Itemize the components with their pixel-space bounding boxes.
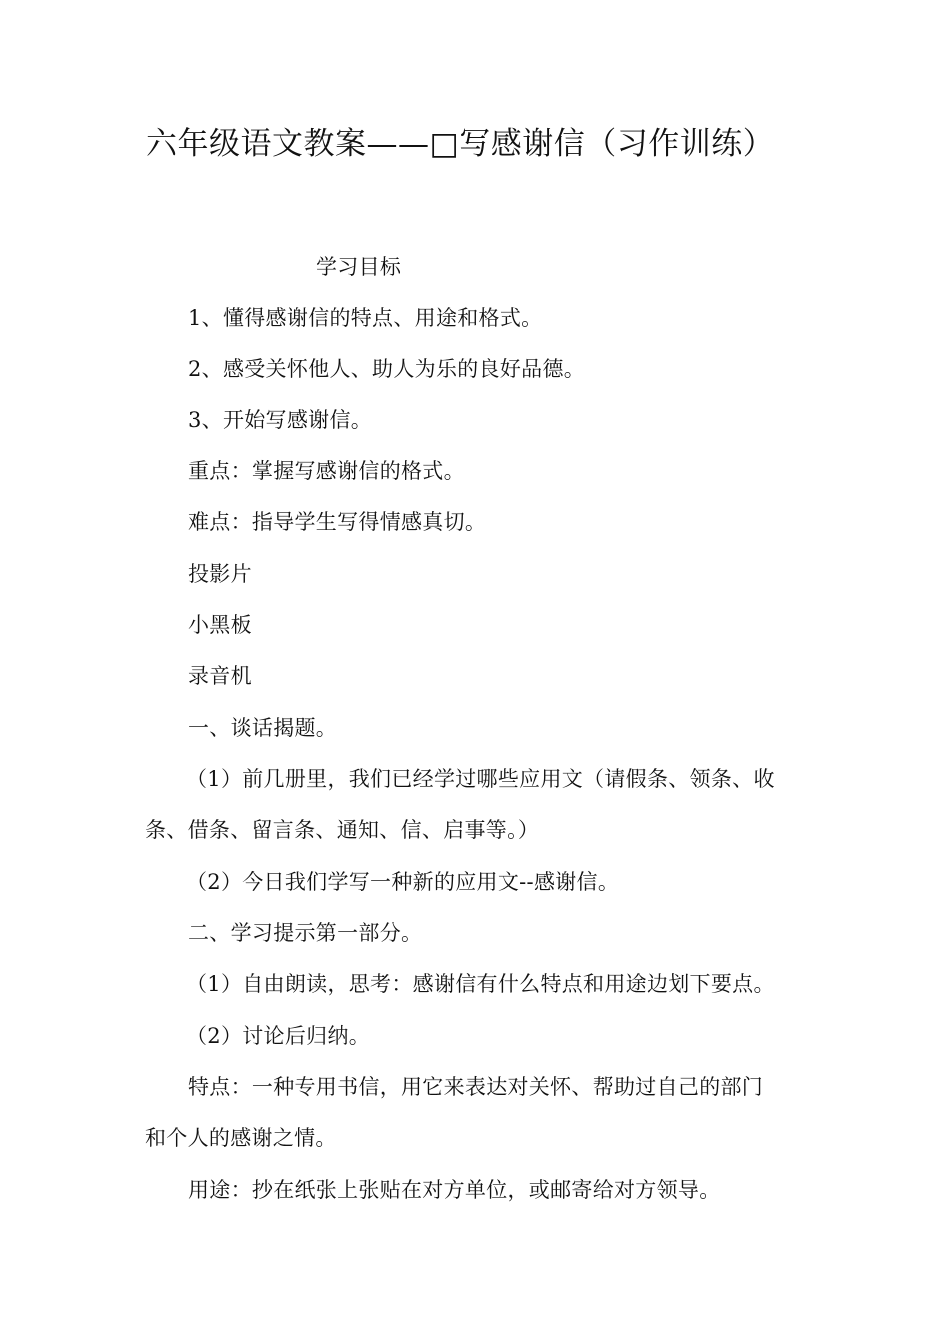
paragraph-line: （2）今日我们学写一种新的应用文--感谢信。 bbox=[186, 870, 620, 894]
material-line: 录音机 bbox=[188, 664, 252, 688]
material-line: 投影片 bbox=[188, 562, 252, 586]
paragraph-line: （1）自由朗读，思考：感谢信有什么特点和用途边划下要点。 bbox=[186, 972, 775, 996]
paragraph-line: （2）讨论后归纳。 bbox=[186, 1024, 371, 1048]
section-heading: 学习目标 bbox=[316, 255, 402, 279]
key-point-line: 重点：掌握写感谢信的格式。 bbox=[188, 459, 465, 483]
paragraph-line: （1）前几册里，我们已经学过哪些应用文（请假条、领条、收 bbox=[186, 767, 775, 791]
step-heading: 一、谈话揭题。 bbox=[188, 716, 338, 740]
document-title: 六年级语文教案——□写感谢信（习作训练） bbox=[146, 126, 775, 162]
paragraph-line: 特点：一种专用书信，用它来表达对关怀、帮助过自己的部门 bbox=[188, 1075, 764, 1099]
paragraph-line: 用途：抄在纸张上张贴在对方单位，或邮寄给对方领导。 bbox=[188, 1178, 721, 1202]
objective-line: 2、感受关怀他人、助人为乐的良好品德。 bbox=[188, 357, 586, 381]
objective-line: 3、开始写感谢信。 bbox=[188, 408, 373, 432]
material-line: 小黑板 bbox=[188, 613, 252, 637]
objective-line: 1、懂得感谢信的特点、用途和格式。 bbox=[188, 306, 543, 330]
difficulty-line: 难点：指导学生写得情感真切。 bbox=[188, 510, 487, 534]
paragraph-line: 和个人的感谢之情。 bbox=[145, 1126, 337, 1150]
step-heading: 二、学习提示第一部分。 bbox=[188, 921, 423, 945]
paragraph-line: 条、借条、留言条、通知、信、启事等。） bbox=[145, 818, 540, 842]
